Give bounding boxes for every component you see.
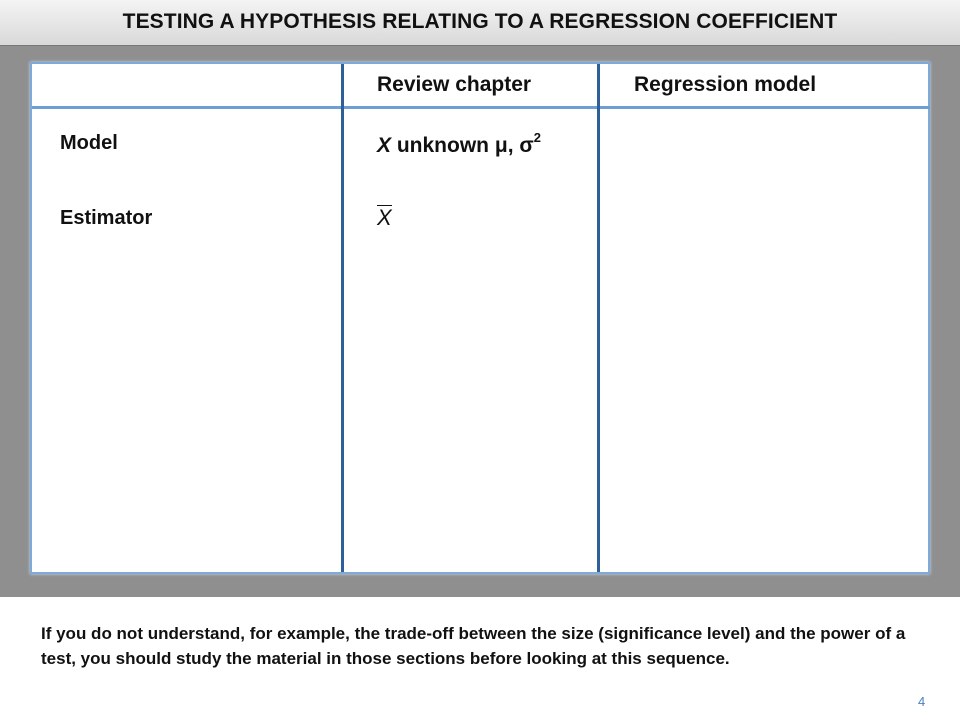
page-number: 4 <box>918 694 926 709</box>
model-text: unknown <box>391 134 495 157</box>
footer-note: If you do not understand, for example, the trade-off between the size (significance level) and the power of a test, you should study the material in those sections before looking at this sequence. <box>41 624 906 668</box>
column-divider-right <box>597 64 600 572</box>
model-exponent: 2 <box>533 130 541 145</box>
comparison-table <box>30 62 930 574</box>
column-header-review-chapter: Review chapter <box>377 73 532 96</box>
column-divider-left <box>341 64 344 572</box>
footer-note-area <box>0 597 960 720</box>
review-estimator-cell <box>377 205 392 231</box>
sample-mean-symbol: X <box>377 205 392 230</box>
slide-title: TESTING A HYPOTHESIS RELATING TO A REGRESSION COEFFICIENT <box>122 10 838 33</box>
model-variable: X <box>377 134 392 157</box>
model-parameters: μ, σ <box>494 134 534 157</box>
row-label-estimator: Estimator <box>60 207 153 229</box>
row-label-model: Model <box>60 132 118 154</box>
column-header-regression-model: Regression model <box>634 73 817 96</box>
title-bar <box>0 0 960 46</box>
header-divider <box>32 106 930 109</box>
review-model-cell <box>377 132 541 158</box>
